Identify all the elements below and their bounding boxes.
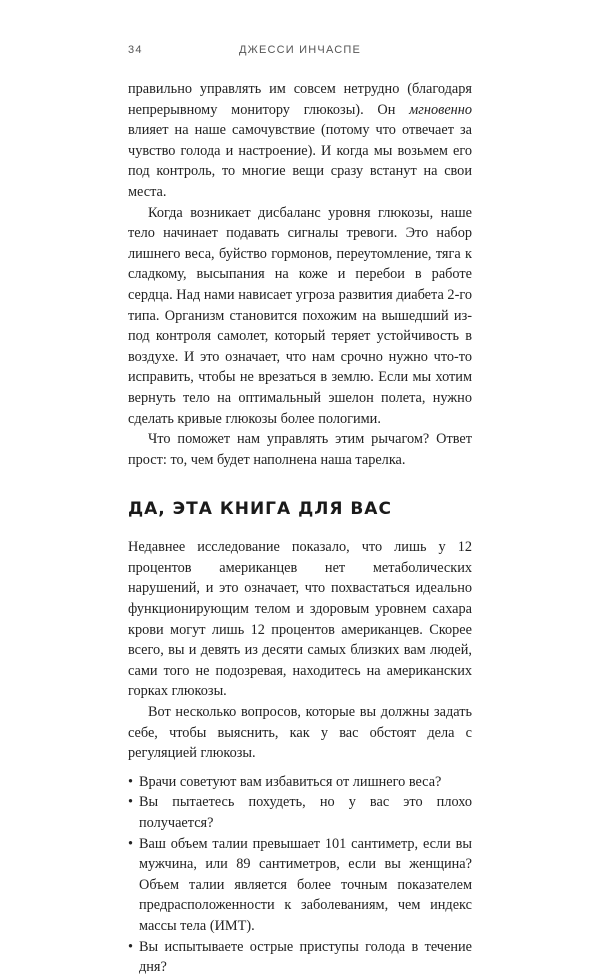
list-item [128,772,472,793]
body-text [128,79,472,978]
bullet-icon: • [128,773,134,790]
page-number: 34 [128,44,143,56]
section-paragraph: Вот несколько вопросов, которые вы должны задать себе, чтобы выяснить, как у вас обстоят дела с регуляцией глюкозы. [128,704,472,762]
paragraph-continuation [128,79,472,203]
bullet-icon: • [128,835,134,852]
paragraph-text: правильно управлять им совсем нетрудно (благодаря непрерывному монитору глюкозы). Он [128,81,472,118]
running-title: ДЖЕССИ ИНЧАСПЕ [238,44,362,56]
list-item [128,834,472,937]
bullet-icon: • [128,938,134,955]
paragraph: Что поможет нам управлять этим рычагом? Ответ прост: то, чем будет наполнена наша тарелка. [128,431,472,468]
running-head [128,44,472,60]
section-heading: ДА, ЭТА КНИГА ДЛЯ ВАС [128,499,392,520]
list-item [128,937,472,978]
paragraph: Когда возникает дисбаланс уровня глюкозы, наше тело начинает подавать сигналы тревоги. Это набор лишнего веса, буйство гормонов, переутомление, тяга к сладкому, высыпания на коже и перебои в работе сердца. Над нами нависает угроза развития диабета 2-го типа. Организм становится похожим на вышедший из-под контроля самолет, который теряет устойчивость в воздухе. И это означает, что нам срочно нужно что-то исправить, чтобы не врезаться в землю. Если мы хотим вернуть тело на оптимальный эшелон полета, нужно сделать кривые глюкозы более пологими. [128,204,472,427]
emphasized-word: мгновенно [409,101,472,118]
list-item-text: Врачи советуют вам избавиться от лишнего веса? [139,773,442,790]
question-list [128,772,472,978]
list-item-text: Вы пытаетесь похудеть, но у вас это плохо получается? [139,794,472,831]
bullet-icon: • [128,794,134,811]
paragraph-text: влияет на наше самочувствие (потому что отвечает за чувство голода и настроение). И когда мы возьмем его под контроль, то многие вещи сразу встанут на свои места. [128,122,472,200]
list-item-text: Ваш объем талии превышает 101 сантиметр, если вы мужчина, или 89 сантиметров, если вы женщина? Объем талии является более точным показателем предрасположенности к заболеваниям, чем индекс массы тела (ИМТ). [139,835,472,934]
list-item-text: Вы испытываете острые приступы голода в течение дня? [139,938,472,976]
list-item [128,792,472,833]
section-paragraph: Недавнее исследование показало, что лишь у 12 процентов американцев нет метаболических нарушений, и это означает, что похвастаться идеально функционирующим телом и здоровым уровнем сахара крови могут лишь 12 процентов американцев. Скорее всего, вы и девять из десяти самых близких вам людей, сами того не подозревая, находитесь на американских горках глюкозы. [128,539,472,700]
